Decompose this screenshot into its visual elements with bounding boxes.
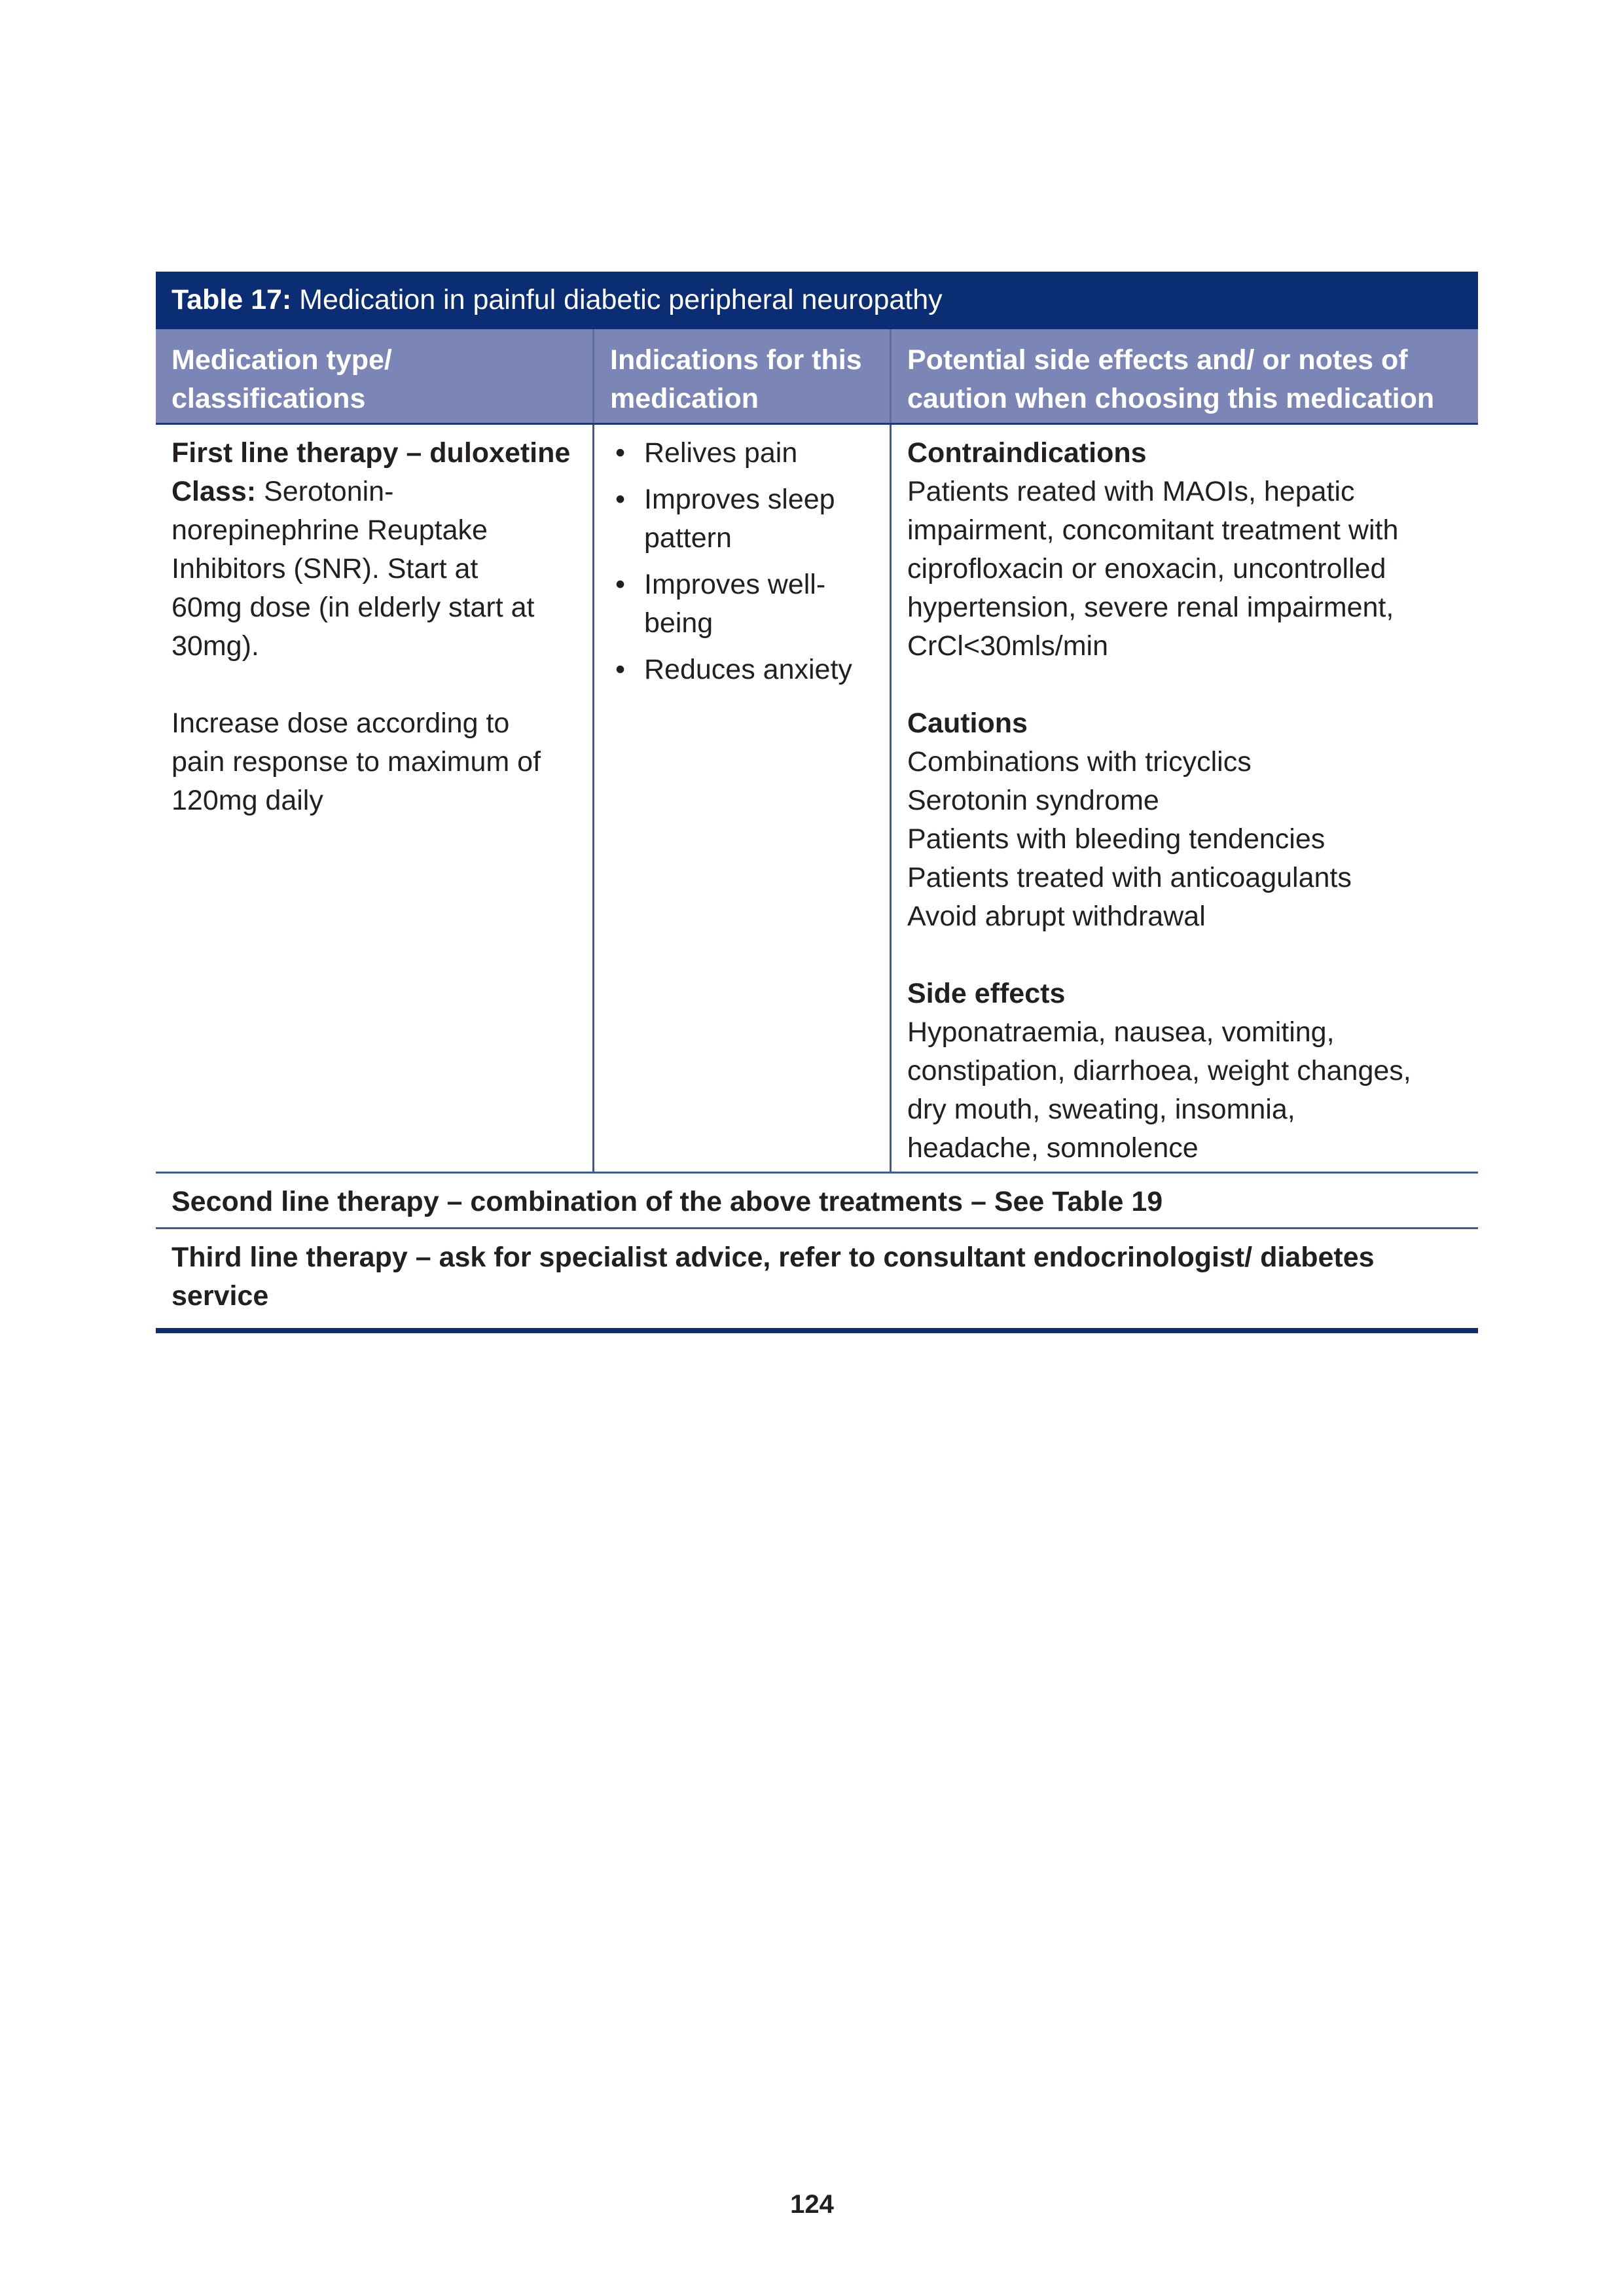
side-effect-line: constipation, diarrhoea, weight changes, xyxy=(907,1055,1411,1086)
indications-cell xyxy=(594,425,892,1172)
header-side-effects: Potential side effects and/ or notes of caution when choosing this medication xyxy=(907,344,1435,414)
contraindication-line: impairment, concomitant treatment with xyxy=(907,514,1399,546)
side-effect-line: dry mouth, sweating, insomnia, xyxy=(907,1094,1295,1125)
contraindications-heading: Contraindications xyxy=(907,437,1147,469)
table-title xyxy=(156,272,1478,329)
caution-line: Patients treated with anticoagulants xyxy=(907,862,1352,893)
medication-type-cell xyxy=(156,425,594,1172)
bullet-icon: • xyxy=(615,484,626,515)
increase-line-3: 120mg daily xyxy=(171,785,323,816)
indications-list xyxy=(610,434,874,689)
third-line-row xyxy=(156,1229,1478,1333)
indication-text: Reduces anxiety xyxy=(644,654,852,685)
indication-text: Improves sleep pattern xyxy=(644,484,835,554)
caution-line: Avoid abrupt withdrawal xyxy=(907,901,1206,932)
third-line-text-2: service xyxy=(171,1280,269,1312)
header-indications: Indications for this medication xyxy=(594,329,892,423)
indication-text: Relives pain xyxy=(644,437,798,469)
class-label: Class: xyxy=(171,476,257,507)
bullet-icon: • xyxy=(615,569,626,600)
caution-line: Patients with bleeding tendencies xyxy=(907,823,1326,855)
first-line-row xyxy=(156,425,1478,1174)
contraindication-line: ciprofloxacin or enoxacin, uncontrolled xyxy=(907,553,1386,584)
contraindication-line: hypertension, severe renal impairment, xyxy=(907,592,1394,623)
header-medication-type: Medication type/ classifications xyxy=(156,329,594,423)
caution-line: Serotonin syndrome xyxy=(907,785,1159,816)
class-line-4: 60mg dose (in elderly start at xyxy=(171,592,535,623)
class-line-3: Inhibitors (SNR). Start at xyxy=(171,553,478,584)
paragraph-gap xyxy=(171,666,577,704)
side-effect-line: headache, somnolence xyxy=(907,1132,1199,1164)
bullet-icon: • xyxy=(615,437,626,469)
table-title-text: Medication in painful diabetic peripheral neuropathy xyxy=(291,284,943,315)
third-line-text-1: Third line therapy – ask for specialist advice, refer to consultant endocrinologist/ diabetes xyxy=(171,1242,1375,1273)
cautions-heading: Cautions xyxy=(907,708,1028,739)
medication-table xyxy=(156,272,1478,1333)
second-line-row xyxy=(156,1174,1478,1229)
list-item xyxy=(610,565,874,643)
class-text: Serotonin- xyxy=(256,476,394,507)
contraindication-line: CrCl<30mls/min xyxy=(907,630,1109,662)
table-title-label: Table 17: xyxy=(171,284,292,315)
paragraph-gap xyxy=(907,666,1462,704)
side-effects-cell xyxy=(892,425,1478,1172)
list-item xyxy=(610,434,874,473)
paragraph-gap xyxy=(907,936,1462,975)
side-effect-line: Hyponatraemia, nausea, vomiting, xyxy=(907,1016,1335,1048)
caution-line: Combinations with tricyclics xyxy=(907,746,1252,778)
class-line-1 xyxy=(171,473,577,511)
list-item xyxy=(610,651,874,689)
contraindication-line: Patients reated with MAOIs, hepatic xyxy=(907,476,1355,507)
class-line-2: norepinephrine Reuptake xyxy=(171,514,488,546)
indication-text: Improves well- being xyxy=(644,569,826,639)
list-item xyxy=(610,480,874,558)
side-effects-heading: Side effects xyxy=(907,978,1066,1009)
class-line-5: 30mg). xyxy=(171,630,259,662)
second-line-text: Second line therapy – combination of the above treatments – See Table 19 xyxy=(171,1186,1163,1217)
first-line-heading: First line therapy – duloxetine xyxy=(171,437,571,469)
increase-line-1: Increase dose according to xyxy=(171,708,510,739)
increase-line-2: pain response to maximum of xyxy=(171,746,541,778)
table-header-row xyxy=(156,329,1478,425)
page-number: 124 xyxy=(790,2190,834,2219)
bullet-icon: • xyxy=(615,654,626,685)
